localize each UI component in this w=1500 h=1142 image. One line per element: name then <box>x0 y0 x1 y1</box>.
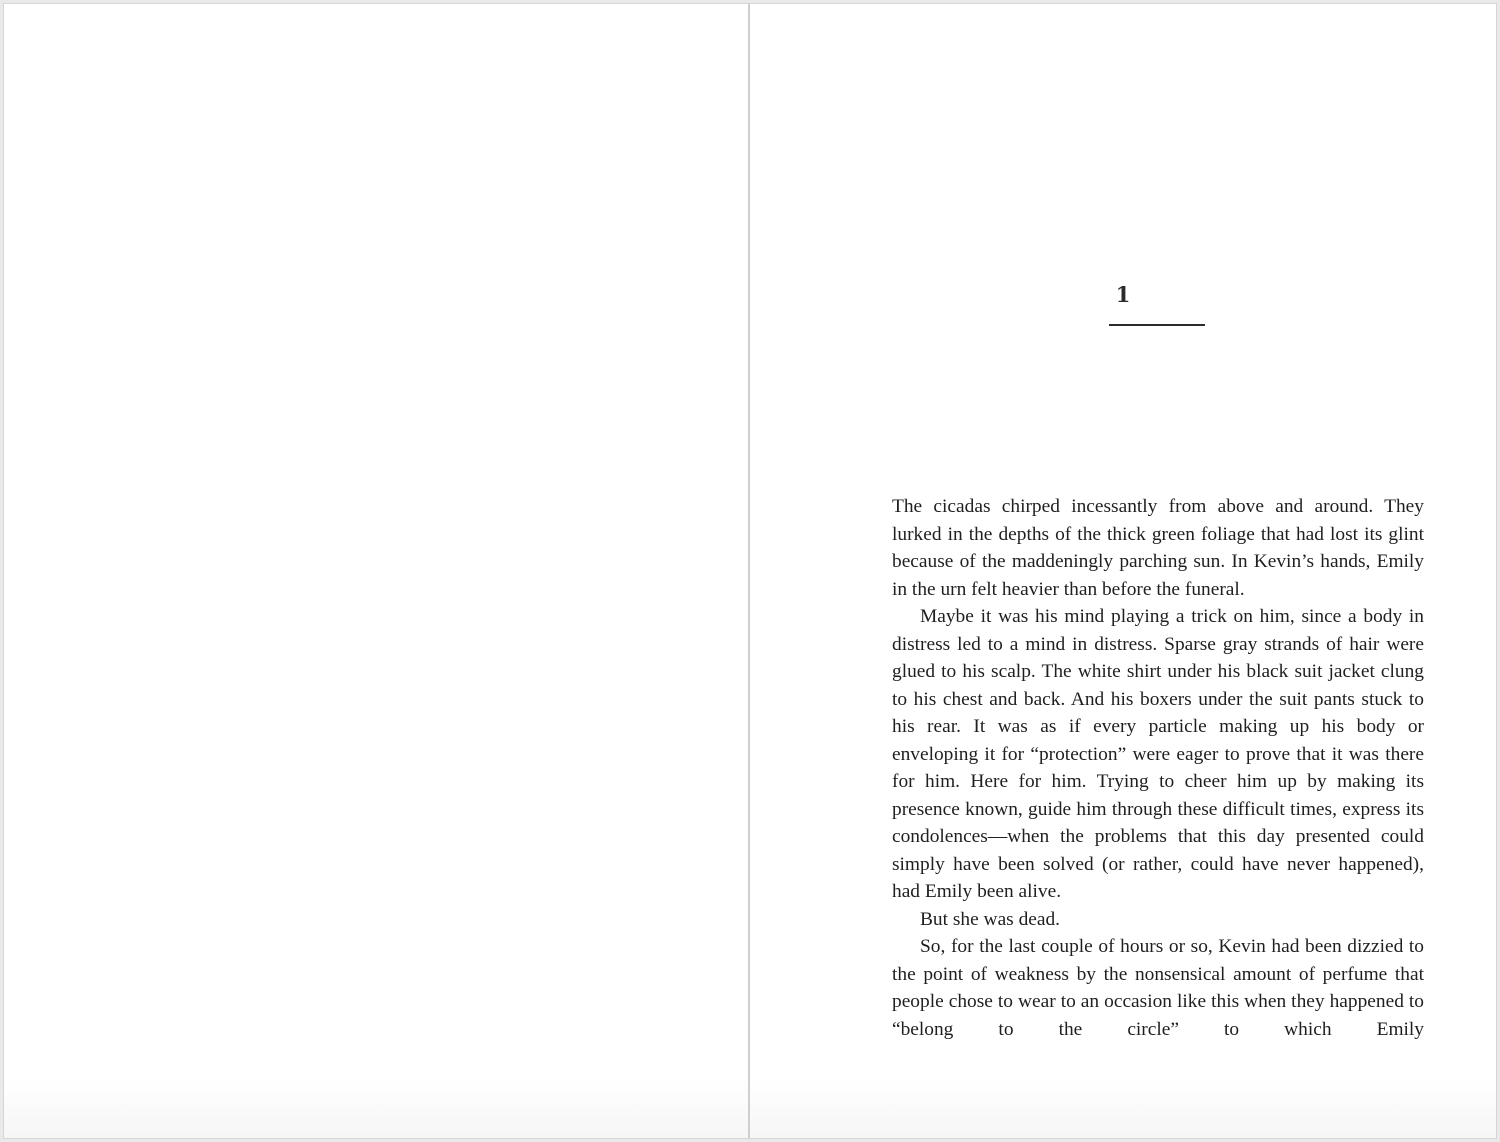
page-shadow <box>750 1078 1496 1138</box>
book-spread <box>3 3 1497 1139</box>
body-text <box>892 493 1424 1043</box>
chapter-divider <box>1109 324 1205 326</box>
paragraph: Maybe it was his mind playing a trick on him, since a body in distress led to a mind in distress. Sparse gray strands of hair were glued to his scalp. The white shirt under his black suit jacket clung to his chest and back. And his boxers under the suit pants stuck to his rear. It was as if every particle making up his body or enveloping it for “protection” were eager to prove that it was there for him. Here for him. Trying to cheer him up by making its presence known, guide him through these difficult times, express its condolences—when the problems that this day presented could simply have been solved (or rather, could have never happened), had Emily been alive. <box>892 606 1424 902</box>
page-shadow <box>4 1078 748 1138</box>
paragraph: The cicadas chirped incessantly from above and around. They lurked in the depths of the thick green foliage that had lost its glint because of the maddeningly parching sun. In Kevin’s hands, Emily in the urn felt heavier than before the funeral. <box>892 496 1424 600</box>
paragraph: So, for the last couple of hours or so, Kevin had been dizzied to the point of weakness by the nonsensical amount of perfume that people chose to wear to an occasion like this when they happened to “belong to the circle” to which Emily <box>892 936 1424 1040</box>
paragraph: But she was dead. <box>920 908 1061 930</box>
chapter-number: 1 <box>1115 282 1131 307</box>
left-page[interactable] <box>4 4 750 1138</box>
right-page[interactable] <box>750 4 1496 1138</box>
